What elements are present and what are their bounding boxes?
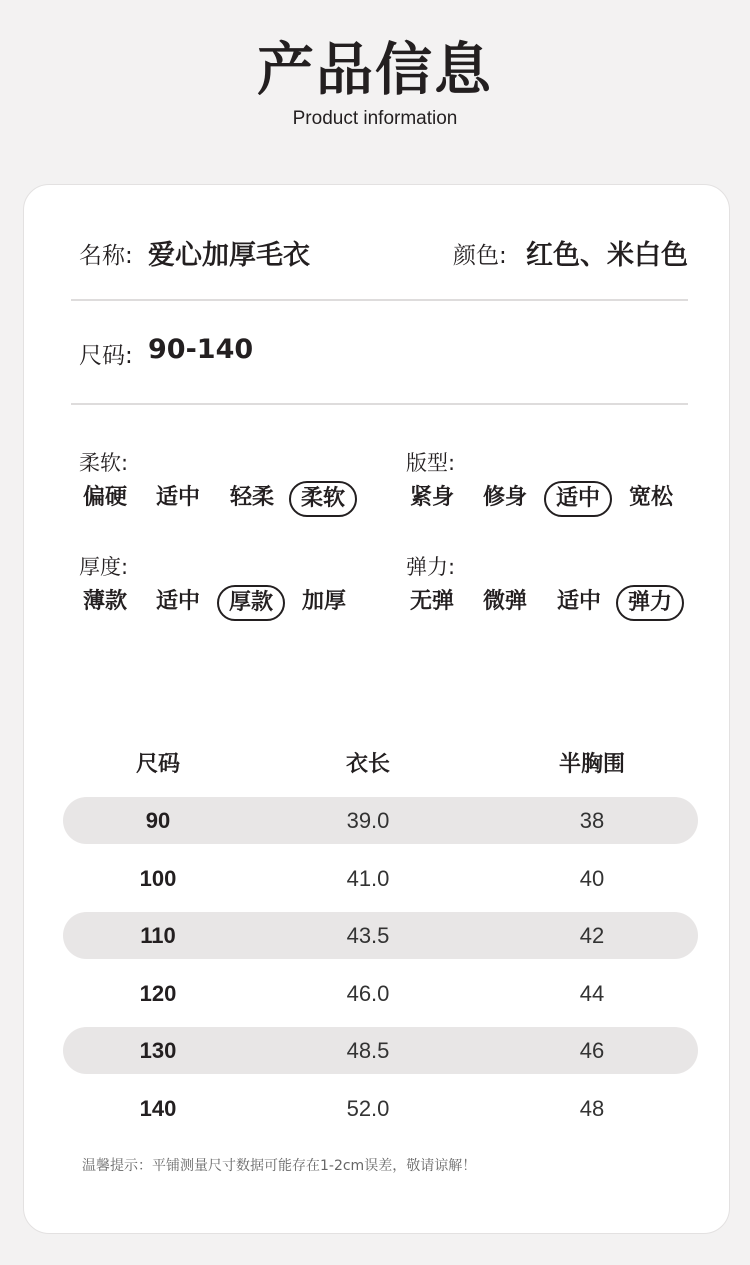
cell-size: 110 [140,923,176,948]
header [0,0,750,180]
attribute-option: 适中 [556,589,601,614]
table-row [63,1027,698,1074]
cell-size: 130 [139,1038,177,1063]
cell-size: 140 [139,1095,177,1121]
attribute-option-selected: 厚款 [217,585,285,621]
size-value: 90-140 [148,334,254,365]
table-row [63,912,698,959]
cell-chest: 42 [579,923,605,948]
attribute-option-selected: 柔软 [289,481,357,517]
attribute-option: 微弹 [482,589,527,614]
size-label: 尺码: [79,343,133,369]
attribute-option: 加厚 [301,589,346,614]
table-header-chest: 半胸围 [558,752,625,777]
cell-chest: 38 [579,808,605,833]
cell-length: 41.0 [346,865,390,891]
cell-length: 46.0 [346,980,390,1006]
cell-size: 100 [139,865,177,891]
name-label: 名称: [79,243,133,269]
color-value: 红色、米白色 [526,240,688,271]
cell-chest: 44 [579,980,605,1006]
cell-size: 90 [145,808,171,833]
attribute-option: 适中 [155,485,200,510]
page-title: 产品信息 [257,37,493,103]
table-row [63,1085,698,1132]
cell-length: 48.5 [346,1038,390,1063]
cell-length: 43.5 [346,923,390,948]
attribute-option-selected: 适中 [544,481,612,517]
attribute-option-selected: 弹力 [616,585,684,621]
attribute-option: 无弹 [409,589,454,614]
cell-chest: 40 [579,865,605,891]
name-value: 爱心加厚毛衣 [148,240,310,271]
cell-chest: 46 [579,1038,605,1063]
attribute-title: 版型: [406,451,456,475]
cell-length: 52.0 [346,1095,390,1121]
attribute-title: 厚度: [79,555,129,579]
attribute-option: 轻柔 [229,485,274,510]
attribute-option: 宽松 [628,485,673,510]
cell-chest: 48 [579,1095,605,1121]
cell-length: 39.0 [346,808,390,833]
table-row [63,970,698,1017]
attribute-title: 柔软: [79,451,129,475]
product-info-card [23,184,730,1234]
cell-size: 120 [139,980,177,1006]
divider [71,403,688,405]
table-row [63,855,698,902]
table-header-length: 衣长 [345,752,390,777]
measurement-note: 温馨提示：平铺测量尺寸数据可能存在1-2cm误差，敬请谅解！ [82,1158,477,1174]
attribute-option: 紧身 [409,485,454,510]
page-subtitle: Product information [292,108,458,129]
attribute-option: 修身 [482,485,527,510]
attribute-option: 适中 [155,589,200,614]
attribute-option: 薄款 [82,589,127,614]
attribute-option: 偏硬 [82,485,127,510]
table-header-size: 尺码 [135,752,180,777]
table-row [63,797,698,844]
color-label: 颜色: [453,243,507,269]
attribute-title: 弹力: [406,555,456,579]
divider [71,299,688,301]
